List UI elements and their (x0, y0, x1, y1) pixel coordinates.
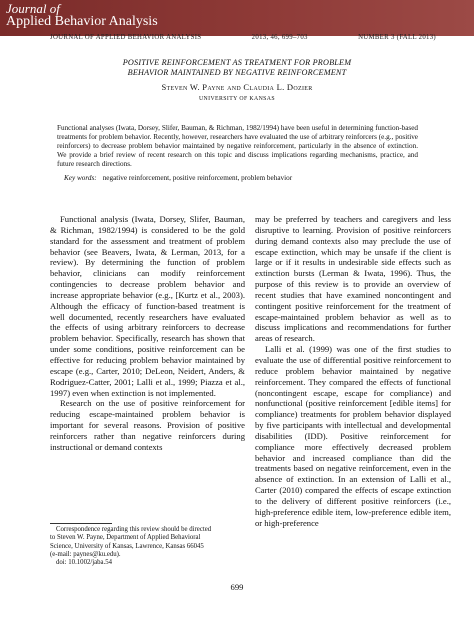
journal-name-line2: Applied Behavior Analysis (6, 14, 158, 29)
journal-name-line1: Journal of (6, 1, 60, 16)
body-paragraph: may be preferred by teachers and caregivers and less disruptive to learning. Provision of positive reinforcers during demand contexts also may preclude the use of escape extinction, which may be unsafe if the client is large or if it results in undesirable side effects such as extinction bursts (Lerman & Iwata, 1996). Thus, the purpose of this review is to provide an overview of recent studies that have examined noncontingent and contingent positive reinforcement for the treatment of escape-maintained problem behavior as well as to discuss implications and recommendations for further areas of research. (255, 214, 451, 344)
keywords-list: negative reinforcement, positive reinforcement, problem behavior (102, 174, 293, 182)
footnote-email: (e-mail: paynes@ku.edu). (50, 550, 121, 558)
journal-logo (6, 2, 158, 28)
footnote-divider (50, 523, 112, 524)
body-paragraph: Research on the use of positive reinforcement for reducing escape-maintained problem behavior is important for several reasons. Provision of positive reinforcers rather than negative reinforcers during instructional or demand contexts (50, 398, 245, 452)
running-header-journal: JOURNAL OF APPLIED BEHAVIOR ANALYSIS (50, 34, 202, 41)
article-title-line2: BEHAVIOR MAINTAINED BY NEGATIVE REINFORCEMENT (127, 68, 347, 77)
keywords-label: Key words: (64, 174, 97, 182)
footnote-line: Correspondence regarding this review should be directed (56, 526, 212, 533)
running-header-citation: 2013, 46, 699–703 (251, 34, 308, 41)
footnote-doi: doi: 10.1002/jaba.54 (56, 559, 113, 567)
article-affiliation: UNIVERSITY OF KANSAS (198, 96, 276, 102)
article-title-line1: POSITIVE REINFORCEMENT AS TREATMENT FOR PROBLEM (122, 58, 352, 67)
footnote-line: Science, University of Kansas, Lawrence, Kansas 66045 (50, 542, 204, 550)
body-column-left (50, 214, 245, 453)
running-header (50, 34, 436, 41)
abstract: Functional analyses (Iwata, Dorsey, Slifer, Bauman, & Richman, 1982/1994) have been useful in determining function-based treatments for problem behavior. Recently, however, researchers have evaluated the use of arbitrary reinforcers (e.g., positive reinforcers) to decrease problem behavior maintained by negative reinforcement, particularly in the absence of extinction. We provide a brief review of recent research on this topic and discuss implications regarding mechanisms, practice, and future research directions. (57, 124, 418, 168)
journal-banner (0, 0, 474, 36)
running-header-issue: NUMBER 3 (FALL 2013) (358, 34, 436, 41)
article-authors: Steven W. Payne and Claudia L. Dozier (161, 82, 313, 92)
footnote-line: to Steven W. Payne, Department of Applied Behavioral (50, 534, 201, 542)
article-title (60, 58, 414, 78)
body-column-right (255, 214, 451, 528)
body-paragraph: Lalli et al. (1999) was one of the first studies to evaluate the use of differential positive reinforcement to reduce problem behavior maintained by negative reinforcement. They compared the effects of functional (noncontingent escape, escape for compliance) and nonfunctional (positive reinforcement [edible items] for compliance) treatments for problem behavior displayed by five participants with intellectual and developmental disabilities (IDD). Positive reinforcement for compliance more effectively decreased problem behavior and increased compliance than did the treatments based on negative reinforcement, even in the absence of extinction. In an extension of Lalli et al., Carter (2010) compared the effects of escape extinction to the delivery of different positive reinforcers (i.e., high-preference edible item, low-preference edible item, or high-preference (255, 344, 451, 528)
body-paragraph: Functional analysis (Iwata, Dorsey, Slifer, Bauman, & Richman, 1982/1994) is considered to be the gold standard for the assessment and treatment of problem behavior (see Beavers, Iwata, & Lerman, 2013, for a review). By determining the function of problem behavior, clinicians can modify reinforcement contingencies to decrease problem behavior and increase appropriate behavior (e.g., [Kurtz et al., 2003). Although the efficacy of function-based treatment is well documented, recently researchers have evaluated the effects of using arbitrary reinforcers to decrease problem behavior. Specifically, research has shown that under some conditions, positive reinforcement can be effective for reducing problem behavior maintained by escape (e.g., Carter, 2010; DeLeon, Neidert, Anders, & Rodriguez-Catter, 2001; Lalli et al., 1999; Piazza et al., 1997) even when extinction is not implemented. (50, 214, 245, 398)
keywords (64, 174, 418, 183)
page-number: 699 (230, 582, 244, 592)
footnote (50, 526, 246, 567)
